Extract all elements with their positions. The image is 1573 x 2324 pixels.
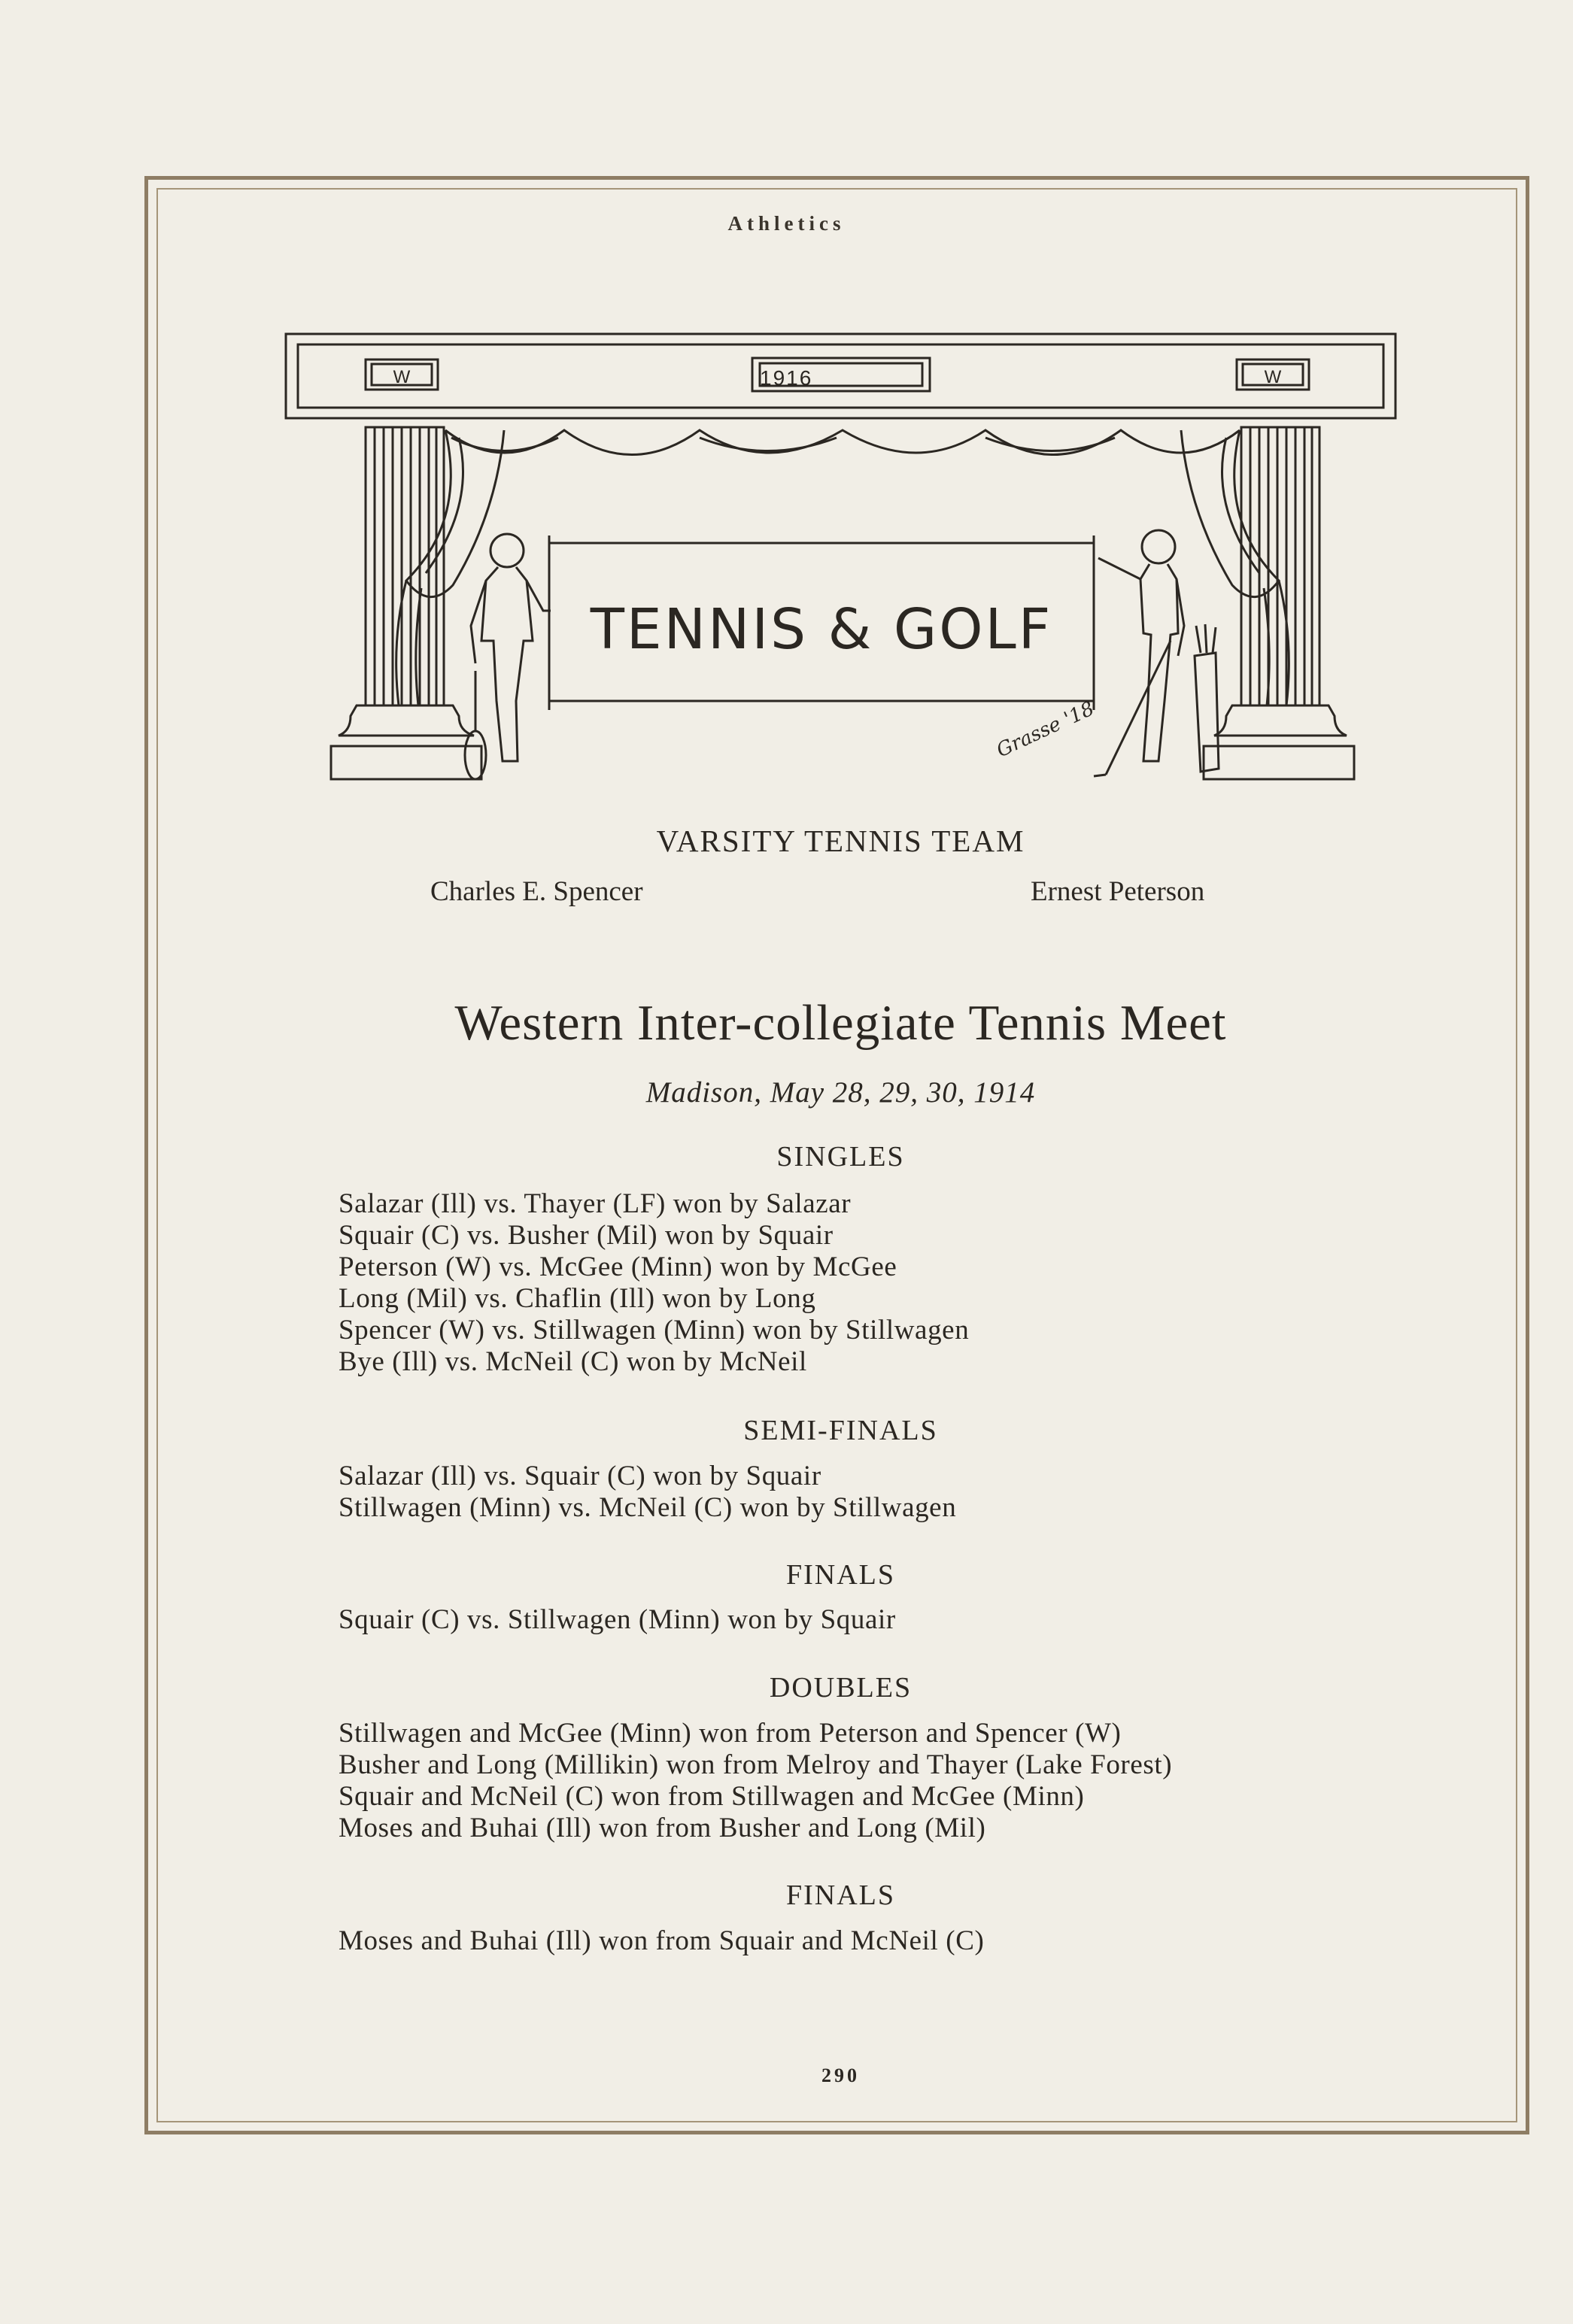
result-line: Squair and McNeil (C) won from Stillwagen and McGee (Minn)	[339, 1781, 1085, 1812]
doubles-finals-results	[339, 1925, 984, 1957]
result-line: Stillwagen and McGee (Minn) won from Peterson and Spencer (W)	[339, 1718, 1122, 1749]
result-line: Moses and Buhai (Ill) won from Squair and McNeil (C)	[339, 1925, 985, 1956]
result-line: Peterson (W) vs. McGee (Minn) won by McGee	[339, 1252, 897, 1282]
section-header: Athletics	[727, 212, 846, 235]
result-line: Long (Mil) vs. Chaflin (Ill) won by Long	[339, 1283, 816, 1314]
doubles-results	[339, 1718, 1172, 1844]
result-line: Salazar (Ill) vs. Thayer (LF) won by Salazar	[339, 1188, 852, 1219]
meet-subtitle: Madison, May 28, 29, 30, 1914	[645, 1076, 1036, 1109]
artist-signature: Grasse '18	[993, 697, 1098, 763]
result-line: Busher and Long (Millikin) won from Melroy and Thayer (Lake Forest)	[339, 1749, 1173, 1780]
team-member: Charles E. Spencer	[430, 876, 643, 907]
singles-finals-heading: FINALS	[785, 1559, 896, 1591]
semi-finals-results	[339, 1461, 956, 1524]
team-member: Ernest Peterson	[1031, 876, 1205, 907]
result-line: Bye (Ill) vs. McNeil (C) won by McNeil	[339, 1346, 807, 1377]
result-line: Moses and Buhai (Ill) won from Busher and Long (Mil)	[339, 1813, 986, 1843]
result-line: Squair (C) vs. Busher (Mil) won by Squair	[339, 1220, 834, 1251]
doubles-finals-heading: FINALS	[785, 1880, 896, 1911]
singles-heading: SINGLES	[776, 1141, 905, 1173]
doubles-heading: DOUBLES	[769, 1672, 913, 1704]
meet-title: Western Inter-collegiate Tennis Meet	[454, 995, 1227, 1051]
tennis-golf-banner-illustration	[278, 325, 1407, 791]
result-line: Stillwagen (Minn) vs. McNeil (C) won by Stillwagen	[339, 1492, 957, 1523]
semi-finals-heading: SEMI-FINALS	[743, 1415, 938, 1446]
banner-scroll-title: TENNIS & GOLF	[590, 597, 1053, 662]
result-line: Squair (C) vs. Stillwagen (Minn) won by Squair	[339, 1604, 896, 1635]
singles-results	[339, 1188, 969, 1378]
singles-finals-results	[339, 1604, 896, 1636]
banner-left-letter: W	[393, 367, 411, 387]
banner-right-letter: W	[1264, 367, 1282, 387]
team-heading: VARSITY TENNIS TEAM	[656, 824, 1025, 858]
result-line: Spencer (W) vs. Stillwagen (Minn) won by Stillwagen	[339, 1315, 970, 1346]
result-line: Salazar (Ill) vs. Squair (C) won by Squair	[339, 1461, 821, 1491]
page-number: 290	[821, 2065, 860, 2086]
banner-year: 1916	[760, 366, 813, 390]
